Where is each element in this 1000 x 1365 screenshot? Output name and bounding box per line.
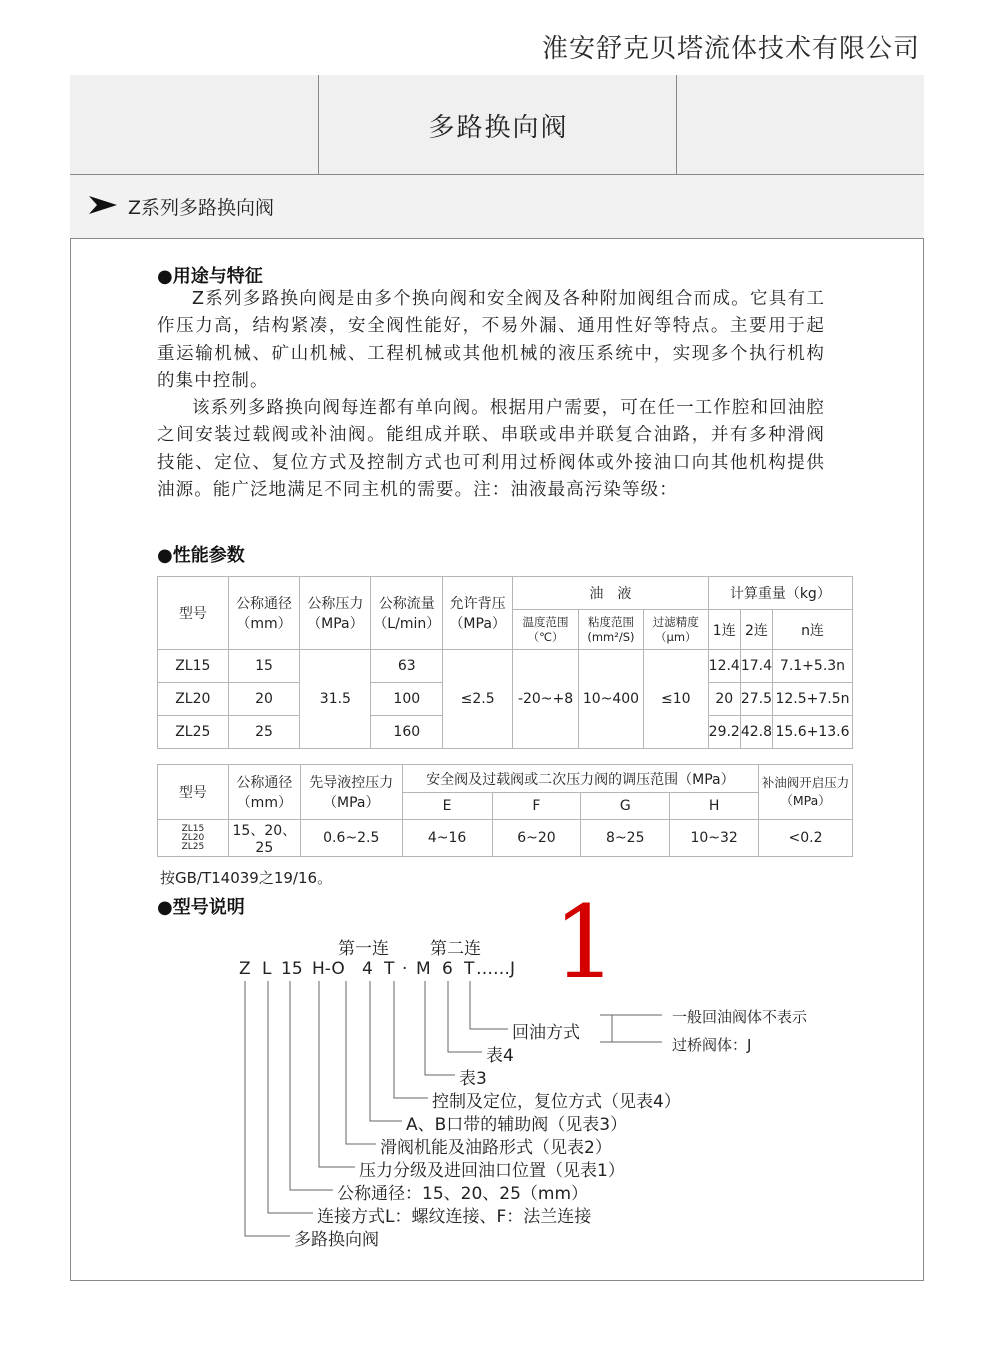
model-heading: ●型号说明 — [157, 897, 245, 918]
t1-cell-bore: 25 — [228, 716, 300, 749]
t1-cell-w2: 27.5 — [740, 683, 772, 716]
code-table4: 6 — [442, 959, 453, 979]
t1-cell-flow: 160 — [371, 716, 443, 749]
big-number: 1 — [553, 884, 617, 1001]
t1-header-backpressure: 允许背压 （MPa） — [443, 577, 513, 650]
t1-cell-model: ZL25 — [158, 716, 229, 749]
t1-cell-w1: 29.2 — [708, 716, 740, 749]
t1-header-temp: 温度范围 （℃） — [513, 610, 579, 650]
code-control: M — [416, 959, 431, 979]
code-z: Z — [239, 959, 251, 979]
series-label: Z系列多路换向阀 — [128, 197, 275, 219]
t2-cell-bore: 15、20、25 — [228, 820, 300, 857]
t2-header-model: 型号 — [158, 765, 229, 820]
t2-header-makeup: 补油阀开启压力 （MPa） — [759, 765, 853, 820]
t2-header-safety: 安全阀及过载阀或二次压力阀的调压范围（MPa） — [402, 765, 758, 793]
t2-cell-h: 10~32 — [670, 820, 759, 857]
t1-cell-model: ZL15 — [158, 650, 229, 683]
t1-header-oil: 油 液 — [513, 577, 709, 610]
t1-header-flow: 公称流量 （L/min） — [371, 577, 443, 650]
t1-header-filter: 过滤精度 （μm） — [643, 610, 708, 650]
t1-cell-flow: 100 — [371, 683, 443, 716]
t1-cell-bore: 20 — [228, 683, 300, 716]
t2-header-bore: 公称通径 （mm） — [228, 765, 300, 820]
code-return: ……J — [476, 959, 516, 979]
t1-cell-w1: 12.4 — [708, 650, 740, 683]
usage-paragraph-2: 该系列多路换向阀每连都有单向阀。根据用户需要，可在任一工作腔和回油腔之间安装过载阀或补油阀。能组成并联、串联或串并联复合油路，并有多种滑阀技能、定位、复位方式及控制方式也可利用过桥阀体或外接油口向其他机构提供油源。能广泛地满足不同主机的需要。注：油液最高污染等级： — [157, 398, 825, 500]
connection-label: 连接方式L：螺纹连接、F：法兰连接 — [317, 1207, 592, 1227]
t2-cell-g: 8~25 — [581, 820, 670, 857]
t1-header-wn: n连 — [773, 610, 853, 650]
t1-header-viscosity: 粘度范围 (mm²/S) — [579, 610, 644, 650]
t2-header-pilot: 先导液控压力 （MPa） — [300, 765, 402, 820]
bore-label: 公称通径：15、20、25（mm） — [337, 1184, 589, 1204]
code-function: 4 — [362, 959, 373, 979]
table4-label: 表4 — [486, 1046, 514, 1066]
t2-cell-f: 6~20 — [492, 820, 581, 857]
t1-header-w1: 1连 — [708, 610, 740, 650]
t2-cell-models: ZL15 ZL20 ZL25 — [158, 820, 229, 857]
t2-header-f: F — [492, 793, 581, 820]
t1-header-w2: 2连 — [740, 610, 772, 650]
t1-cell-wn: 12.5+7.5n — [773, 683, 853, 716]
code-bore: 15 — [281, 959, 303, 979]
t1-header-model: 型号 — [158, 577, 229, 650]
t2-cell-e: 4~16 — [402, 820, 492, 857]
valve-type-label: 多路换向阀 — [294, 1230, 379, 1250]
page-title: 多路换向阀 — [428, 112, 569, 143]
t1-cell-backpressure: ≤2.5 — [443, 650, 513, 749]
t1-header-bore: 公称通径 （mm） — [228, 577, 300, 650]
company-name: 淮安舒克贝塔流体技术有限公司 — [541, 34, 920, 64]
t1-header-pressure: 公称压力 （MPa） — [300, 577, 371, 650]
t1-cell-w1: 20 — [708, 683, 740, 716]
second-unit-label: 第二连 — [430, 939, 481, 959]
standard-note: 按GB/T14039之19/16。 — [160, 869, 333, 887]
t2-header-e: E — [402, 793, 492, 820]
aux-valve-label: A、B口带的辅助阀（见表3） — [406, 1115, 628, 1135]
t2-header-g: G — [581, 793, 670, 820]
table3-label: 表3 — [459, 1069, 487, 1089]
t1-cell-w2: 42.8 — [740, 716, 772, 749]
t2-header-h: H — [670, 793, 759, 820]
performance-heading: ●性能参数 — [157, 545, 245, 566]
t1-cell-filter: ≤10 — [643, 650, 708, 749]
control-label: 控制及定位，复位方式（见表4） — [432, 1092, 681, 1112]
code-table3: T — [464, 959, 475, 979]
usage-paragraph-1: Z系列多路换向阀是由多个换向阀和安全阀及各种附加阀组合而成。它具有工作压力高，结构紧凑，安全阀性能好，不易外漏、通用性好等特点。主要用于起重运输机械、矿山机械、工程机械或其他机械的液压系统中，实现多个执行机构的集中控制。 — [157, 289, 825, 391]
code-aux: T — [384, 959, 395, 979]
t1-cell-flow: 63 — [371, 650, 443, 683]
t1-cell-temp: -20~+8 — [513, 650, 579, 749]
return-method-label: 回油方式 — [512, 1023, 580, 1043]
t1-cell-model: ZL20 — [158, 683, 229, 716]
t1-cell-w2: 17.4 — [740, 650, 772, 683]
spool-function-label: 滑阀机能及油路形式（见表2） — [380, 1138, 612, 1158]
t1-cell-viscosity: 10~400 — [579, 650, 644, 749]
t1-cell-wn: 15.6+13.6 — [773, 716, 853, 749]
t1-cell-wn: 7.1+5.3n — [773, 650, 853, 683]
code-pressure: H-O — [312, 959, 345, 979]
t1-header-weight: 计算重量（kg） — [708, 577, 852, 610]
t2-cell-pilot: 0.6~2.5 — [300, 820, 402, 857]
pressure-grade-label: 压力分级及进回油口位置（见表1） — [359, 1161, 625, 1181]
code-dot: · — [402, 959, 408, 979]
first-unit-label: 第一连 — [338, 939, 389, 959]
return-general-note: 一般回油阀体不表示 — [672, 1008, 808, 1026]
t2-cell-makeup: <0.2 — [759, 820, 853, 857]
code-l: L — [262, 959, 272, 979]
t1-cell-bore: 15 — [228, 650, 300, 683]
t1-cell-pressure: 31.5 — [300, 650, 371, 749]
usage-heading: ●用途与特征 — [157, 266, 263, 287]
return-bridge-note: 过桥阀体：J — [672, 1036, 752, 1054]
